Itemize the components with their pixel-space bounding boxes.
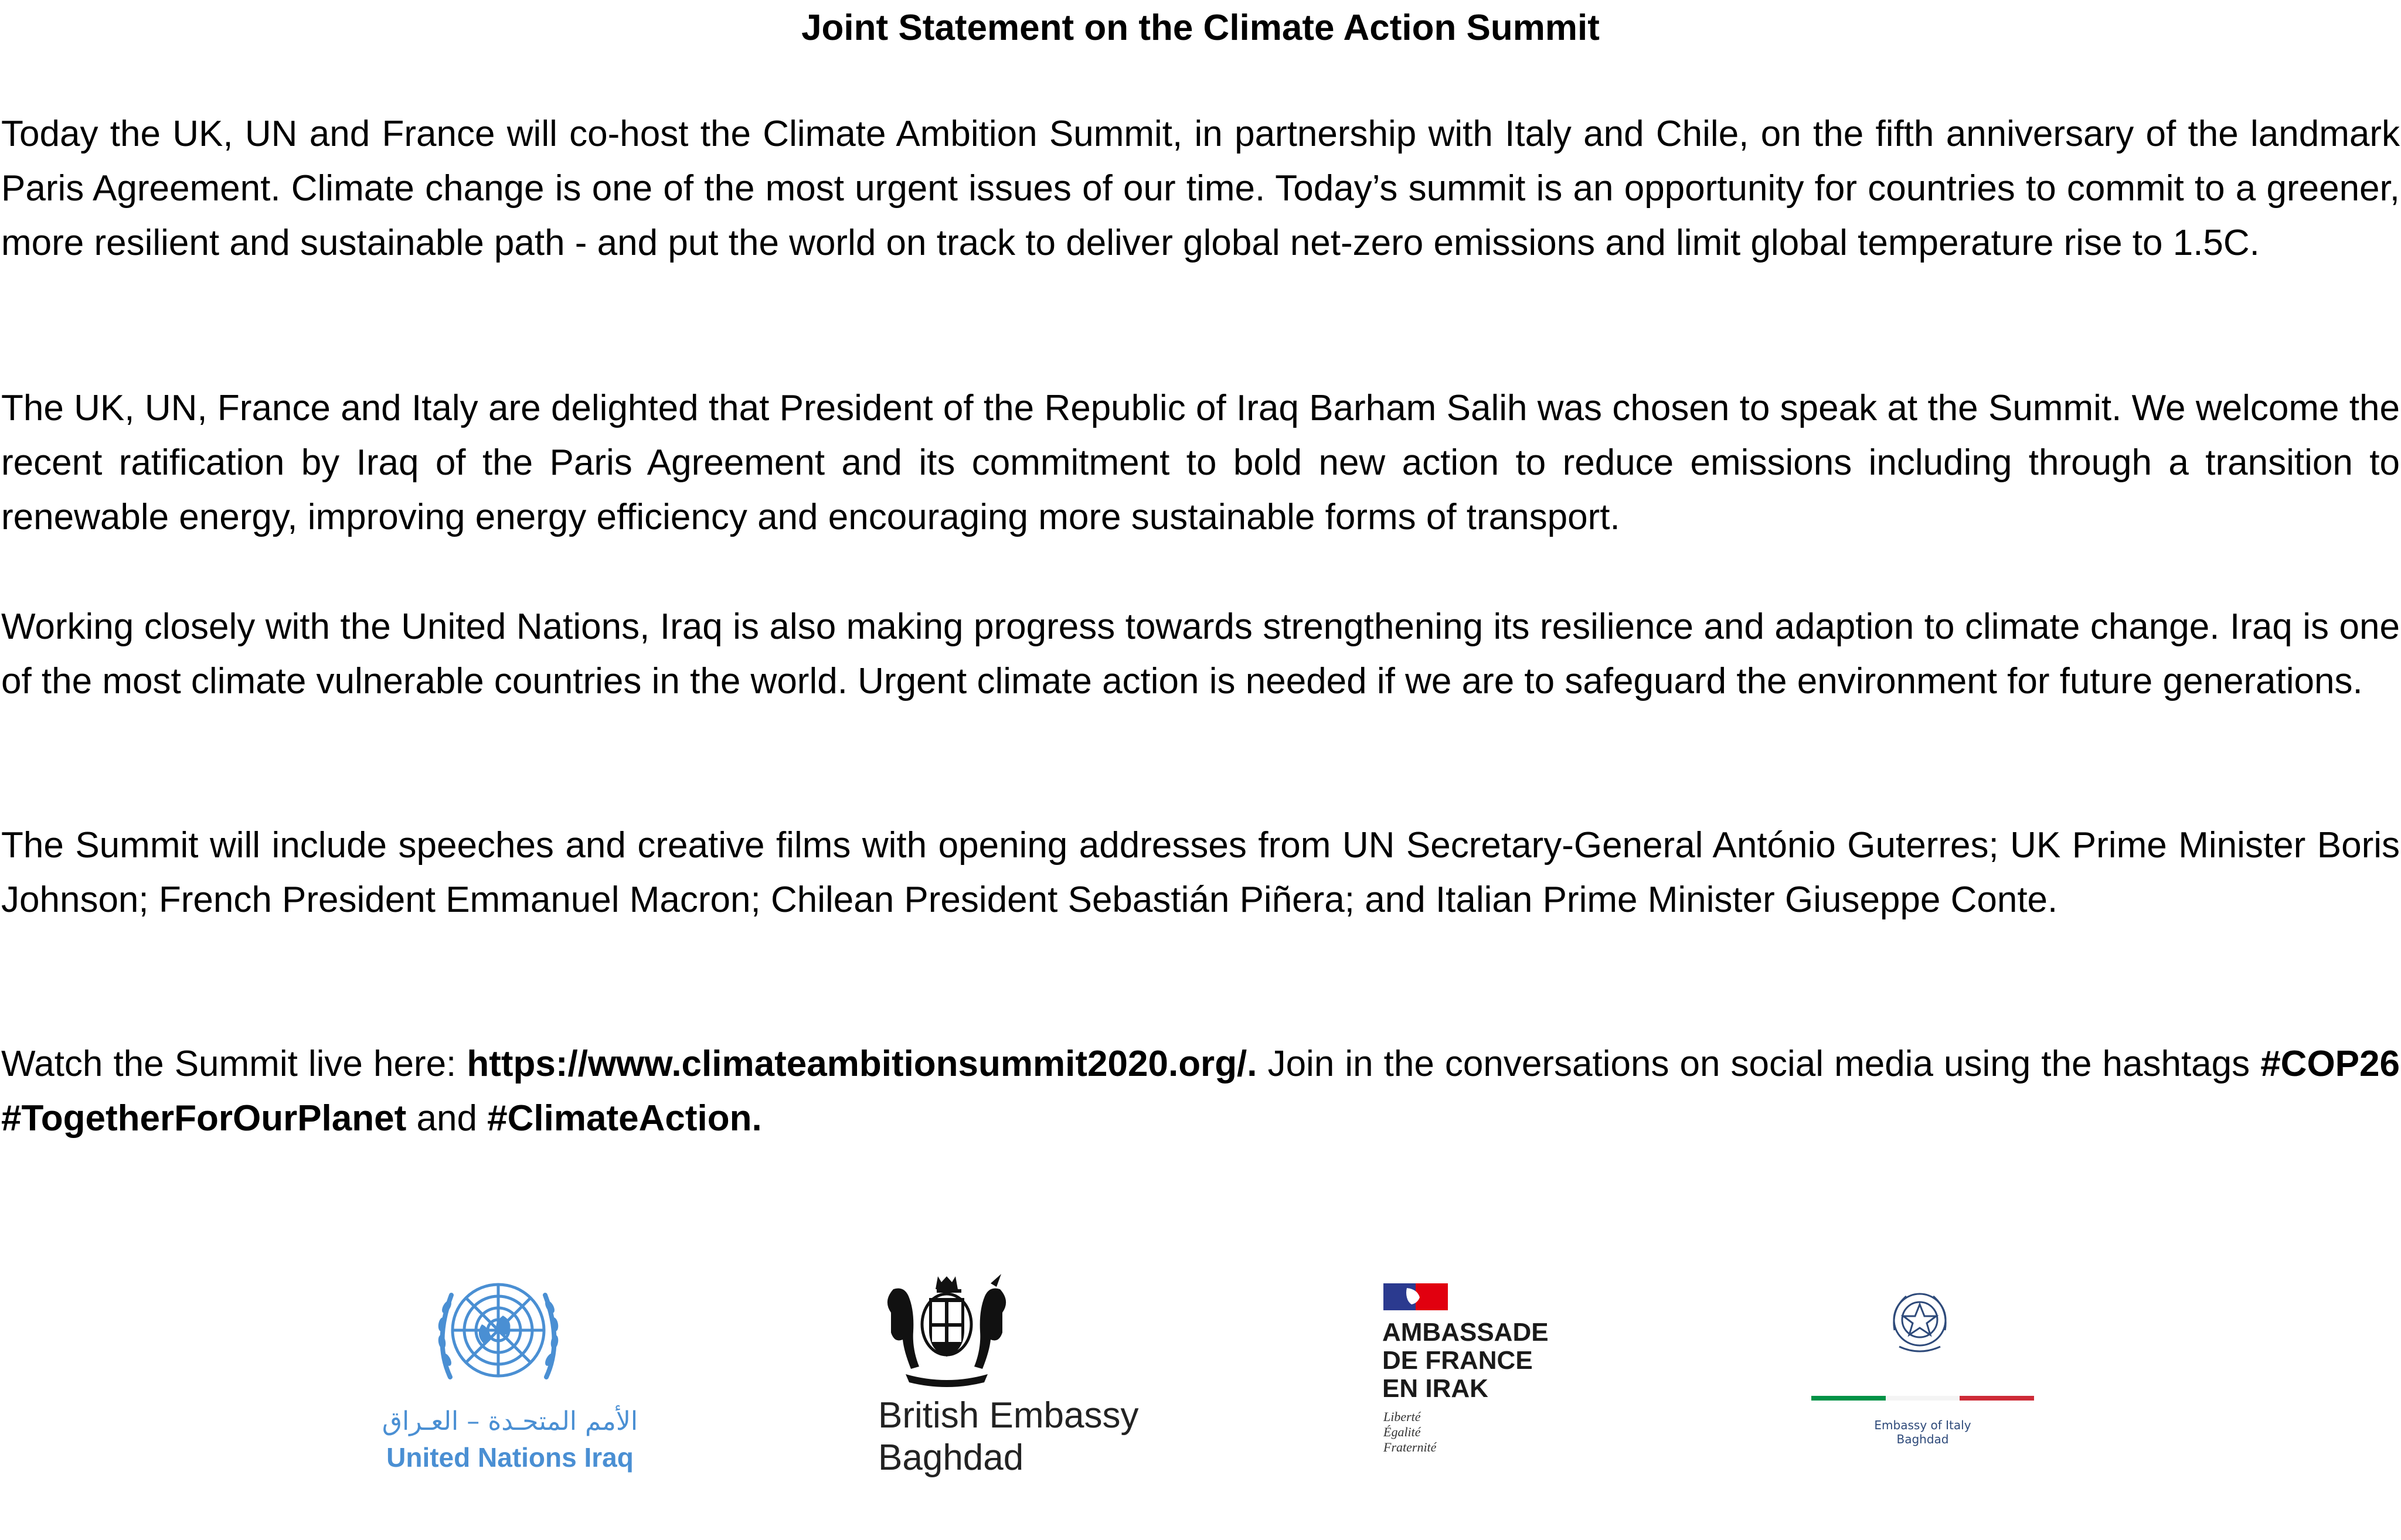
summit-url-link[interactable]: https://www.climateambitionsummit2020.org/. <box>467 1044 1257 1084</box>
british-embassy-line2: Baghdad <box>878 1437 1024 1478</box>
un-emblem-icon <box>416 1260 580 1424</box>
paragraph-watch-live <box>1 1037 2400 1146</box>
motto-egalite: Égalité <box>1383 1425 1421 1439</box>
royal-coat-of-arms-icon <box>873 1272 1020 1389</box>
marianne-flag-icon <box>1383 1283 1448 1310</box>
ambassade-de-france-logo <box>1378 1283 1571 1459</box>
hashtags-primary: #COP26 #TogetherForOurPlanet <box>1 1044 2400 1139</box>
un-english-name: United Nations Iraq <box>386 1442 634 1473</box>
british-embassy-logo <box>873 1272 1149 1483</box>
paragraph-iraq-president: The UK, UN, France and Italy are delighted that President of the Republic of Iraq Barham Salih was chosen to speak at the Summit. We welcome the recent ratification by Iraq of the Paris Agreement and its commitment to bold new action to reduce emissions including through a transition to renewable energy, improving energy efficiency and encouraging more sustainable forms of transport. <box>1 388 2400 537</box>
italian-emblem-icon <box>1882 1283 1958 1360</box>
italy-embassy-line1: Embassy of Italy <box>1874 1418 1971 1432</box>
paragraph-speakers: The Summit will include speeches and creative films with opening addresses from UN Secretary-General António Guterres; UK Prime Minister Boris Johnson; French President Emmanuel Macron; Chilean President Sebastián Piñera; and Italian Prime Minister Giuseppe Conte. <box>1 825 2400 920</box>
ambassade-name <box>1382 1318 1576 1403</box>
ambassade-line1: AMBASSADE <box>1382 1318 1549 1347</box>
italy-embassy-name <box>1811 1418 2034 1446</box>
republic-motto <box>1383 1409 1577 1455</box>
paragraph-resilience: Working closely with the United Nations, Iraq is also making progress towards strengthening its resilience and adaption to climate change. Iraq is one of the most climate vulnerable countries in the world. Urgent climate action is needed if we are to safeguard the environment for future generations. <box>1 607 2400 701</box>
italian-tricolour-line <box>1811 1396 2034 1401</box>
paragraph-summit-intro: Today the UK, UN and France will co-host the Climate Ambition Summit, in partnership with Italy and Chile, on the fifth anniversary of the landmark Paris Agreement. Climate change is one of the most urgent issues of our time. Today’s summit is an opportunity for countries to commit to a greener, more resilient and sustainable path - and put the world on track to deliver global net-zero emissions and limit global temperature rise to 1.5C. <box>1 114 2400 263</box>
document-title: Joint Statement on the Climate Action Summit <box>801 8 1600 48</box>
british-embassy-line1: British Embassy <box>878 1395 1139 1436</box>
hashtag-climate-action: #ClimateAction. <box>487 1098 762 1139</box>
motto-fraternite: Fraternité <box>1383 1440 1437 1454</box>
ambassade-line2: DE FRANCE <box>1382 1346 1533 1375</box>
ambassade-line3: EN IRAK <box>1382 1374 1488 1403</box>
un-iraq-logo <box>375 1260 645 1483</box>
watch-lead-text: Watch the Summit live here: <box>1 1044 467 1084</box>
watch-and-text: and <box>406 1098 488 1139</box>
un-arabic-name: الأمم المتحـدة – العـراق <box>382 1406 638 1436</box>
embassy-of-italy-logo <box>1811 1283 2034 1459</box>
watch-mid-text: Join in the conversations on social media using the hashtags <box>1257 1044 2261 1084</box>
motto-liberte: Liberté <box>1383 1409 1421 1424</box>
british-embassy-name <box>878 1395 1154 1479</box>
italy-embassy-line2: Baghdad <box>1896 1432 1949 1446</box>
